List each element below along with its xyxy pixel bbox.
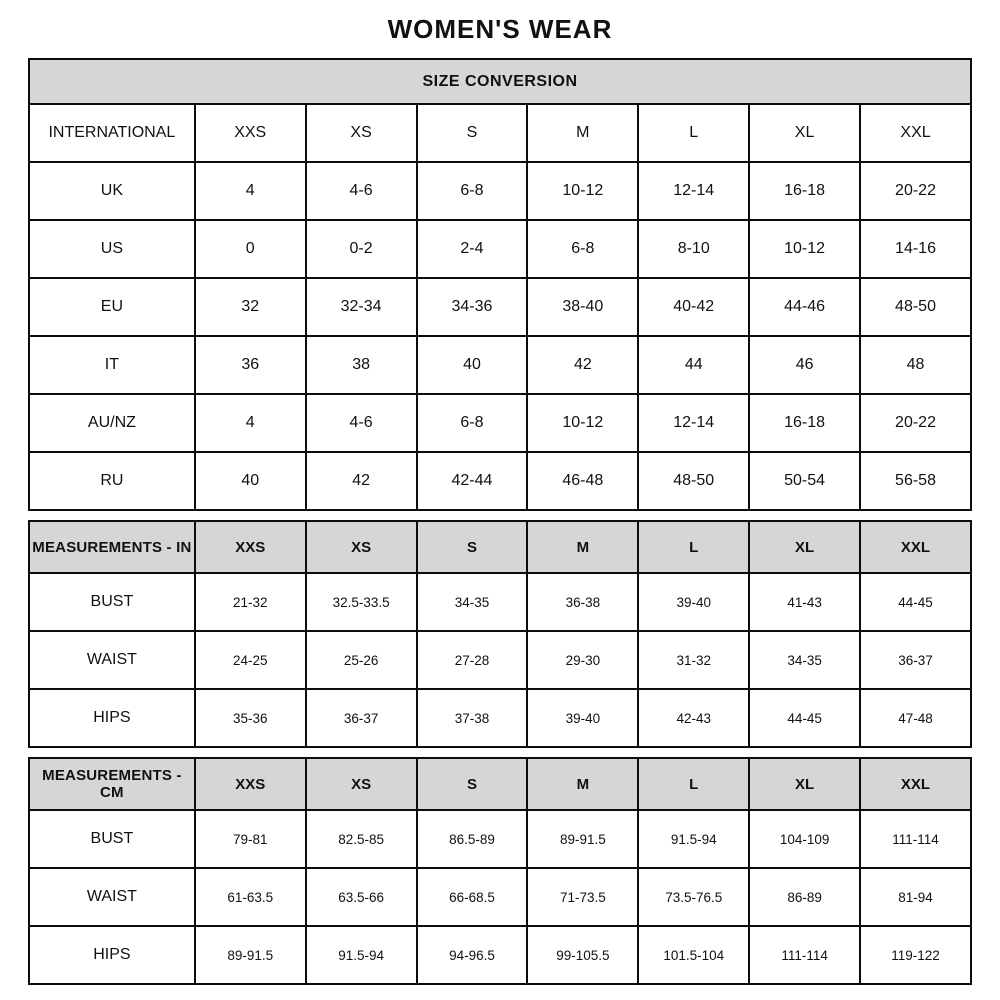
data-cell: 38-40 bbox=[527, 278, 638, 336]
column-header-cell: S bbox=[417, 104, 528, 162]
table-title-cell: MEASUREMENTS - CM bbox=[29, 758, 195, 810]
column-header-cell: S bbox=[417, 521, 528, 573]
column-header-cell: XXL bbox=[860, 104, 971, 162]
data-cell: 34-35 bbox=[749, 631, 860, 689]
data-cell: 32.5-33.5 bbox=[306, 573, 417, 631]
data-cell: 20-22 bbox=[860, 162, 971, 220]
measurements-in-header-row bbox=[29, 521, 971, 573]
measurements-cm-table bbox=[28, 757, 972, 985]
size-conversion-header-row bbox=[29, 59, 971, 104]
column-header-cell: M bbox=[527, 104, 638, 162]
size-conversion-columns-row bbox=[29, 104, 971, 162]
row-label-cell: BUST bbox=[29, 810, 195, 868]
row-label-cell: BUST bbox=[29, 573, 195, 631]
data-cell: 6-8 bbox=[417, 394, 528, 452]
data-cell: 4-6 bbox=[306, 394, 417, 452]
data-cell: 4 bbox=[195, 162, 306, 220]
data-cell: 50-54 bbox=[749, 452, 860, 510]
data-cell: 14-16 bbox=[860, 220, 971, 278]
data-cell: 16-18 bbox=[749, 162, 860, 220]
table-row-ru bbox=[29, 452, 971, 510]
data-cell: 86.5-89 bbox=[417, 810, 528, 868]
column-header-cell: XL bbox=[749, 104, 860, 162]
row-label-cell: HIPS bbox=[29, 689, 195, 747]
data-cell: 39-40 bbox=[527, 689, 638, 747]
column-header-cell: L bbox=[638, 104, 749, 162]
data-cell: 44-45 bbox=[860, 573, 971, 631]
data-cell: 91.5-94 bbox=[306, 926, 417, 984]
table-row-hips-cm bbox=[29, 926, 971, 984]
table-row-bust-cm bbox=[29, 810, 971, 868]
data-cell: 46-48 bbox=[527, 452, 638, 510]
data-cell: 37-38 bbox=[417, 689, 528, 747]
data-cell: 36-38 bbox=[527, 573, 638, 631]
measurements-cm-header-row bbox=[29, 758, 971, 810]
data-cell: 32 bbox=[195, 278, 306, 336]
data-cell: 99-105.5 bbox=[527, 926, 638, 984]
table-row-aunz bbox=[29, 394, 971, 452]
data-cell: 48-50 bbox=[860, 278, 971, 336]
data-cell: 39-40 bbox=[638, 573, 749, 631]
data-cell: 71-73.5 bbox=[527, 868, 638, 926]
row-label-cell: UK bbox=[29, 162, 195, 220]
table-row-hips-in bbox=[29, 689, 971, 747]
table-row-us bbox=[29, 220, 971, 278]
table-row-uk bbox=[29, 162, 971, 220]
page-title: WOMEN'S WEAR bbox=[387, 14, 613, 44]
row-label-cell: HIPS bbox=[29, 926, 195, 984]
data-cell: 44-46 bbox=[749, 278, 860, 336]
data-cell: 61-63.5 bbox=[195, 868, 306, 926]
column-header-cell: INTERNATIONAL bbox=[29, 104, 195, 162]
data-cell: 89-91.5 bbox=[195, 926, 306, 984]
data-cell: 4 bbox=[195, 394, 306, 452]
data-cell: 56-58 bbox=[860, 452, 971, 510]
row-label-cell: US bbox=[29, 220, 195, 278]
data-cell: 29-30 bbox=[527, 631, 638, 689]
data-cell: 46 bbox=[749, 336, 860, 394]
data-cell: 66-68.5 bbox=[417, 868, 528, 926]
data-cell: 89-91.5 bbox=[527, 810, 638, 868]
data-cell: 119-122 bbox=[860, 926, 971, 984]
column-header-cell: XS bbox=[306, 104, 417, 162]
data-cell: 38 bbox=[306, 336, 417, 394]
data-cell: 4-6 bbox=[306, 162, 417, 220]
data-cell: 27-28 bbox=[417, 631, 528, 689]
size-conversion-title: SIZE CONVERSION bbox=[29, 59, 971, 104]
data-cell: 40-42 bbox=[638, 278, 749, 336]
size-conversion-table bbox=[28, 58, 972, 511]
data-cell: 41-43 bbox=[749, 573, 860, 631]
column-header-cell: XXS bbox=[195, 521, 306, 573]
column-header-cell: S bbox=[417, 758, 528, 810]
row-label-cell: WAIST bbox=[29, 868, 195, 926]
data-cell: 32-34 bbox=[306, 278, 417, 336]
data-cell: 35-36 bbox=[195, 689, 306, 747]
data-cell: 42-43 bbox=[638, 689, 749, 747]
column-header-cell: XXS bbox=[195, 758, 306, 810]
row-label-cell: WAIST bbox=[29, 631, 195, 689]
data-cell: 48-50 bbox=[638, 452, 749, 510]
data-cell: 79-81 bbox=[195, 810, 306, 868]
data-cell: 34-36 bbox=[417, 278, 528, 336]
data-cell: 36-37 bbox=[306, 689, 417, 747]
column-header-cell: XXS bbox=[195, 104, 306, 162]
column-header-cell: M bbox=[527, 521, 638, 573]
data-cell: 44 bbox=[638, 336, 749, 394]
data-cell: 44-45 bbox=[749, 689, 860, 747]
data-cell: 42 bbox=[306, 452, 417, 510]
data-cell: 42 bbox=[527, 336, 638, 394]
data-cell: 10-12 bbox=[527, 162, 638, 220]
data-cell: 42-44 bbox=[417, 452, 528, 510]
data-cell: 0 bbox=[195, 220, 306, 278]
table-row-waist-in bbox=[29, 631, 971, 689]
data-cell: 82.5-85 bbox=[306, 810, 417, 868]
data-cell: 2-4 bbox=[417, 220, 528, 278]
row-label-cell: AU/NZ bbox=[29, 394, 195, 452]
data-cell: 0-2 bbox=[306, 220, 417, 278]
data-cell: 24-25 bbox=[195, 631, 306, 689]
column-header-cell: L bbox=[638, 521, 749, 573]
data-cell: 91.5-94 bbox=[638, 810, 749, 868]
data-cell: 6-8 bbox=[527, 220, 638, 278]
data-cell: 8-10 bbox=[638, 220, 749, 278]
table-row-eu bbox=[29, 278, 971, 336]
table-row-it bbox=[29, 336, 971, 394]
data-cell: 10-12 bbox=[749, 220, 860, 278]
data-cell: 101.5-104 bbox=[638, 926, 749, 984]
data-cell: 10-12 bbox=[527, 394, 638, 452]
data-cell: 16-18 bbox=[749, 394, 860, 452]
data-cell: 34-35 bbox=[417, 573, 528, 631]
column-header-cell: M bbox=[527, 758, 638, 810]
data-cell: 94-96.5 bbox=[417, 926, 528, 984]
data-cell: 6-8 bbox=[417, 162, 528, 220]
column-header-cell: XL bbox=[749, 758, 860, 810]
row-label-cell: EU bbox=[29, 278, 195, 336]
measurements-in-table bbox=[28, 520, 972, 748]
row-label-cell: RU bbox=[29, 452, 195, 510]
data-cell: 40 bbox=[417, 336, 528, 394]
data-cell: 36-37 bbox=[860, 631, 971, 689]
data-cell: 12-14 bbox=[638, 162, 749, 220]
table-row-waist-cm bbox=[29, 868, 971, 926]
data-cell: 21-32 bbox=[195, 573, 306, 631]
column-header-cell: XL bbox=[749, 521, 860, 573]
column-header-cell: XS bbox=[306, 521, 417, 573]
data-cell: 31-32 bbox=[638, 631, 749, 689]
data-cell: 111-114 bbox=[860, 810, 971, 868]
data-cell: 111-114 bbox=[749, 926, 860, 984]
data-cell: 63.5-66 bbox=[306, 868, 417, 926]
row-label-cell: IT bbox=[29, 336, 195, 394]
data-cell: 104-109 bbox=[749, 810, 860, 868]
data-cell: 36 bbox=[195, 336, 306, 394]
data-cell: 48 bbox=[860, 336, 971, 394]
column-header-cell: XXL bbox=[860, 521, 971, 573]
data-cell: 40 bbox=[195, 452, 306, 510]
column-header-cell: XS bbox=[306, 758, 417, 810]
data-cell: 81-94 bbox=[860, 868, 971, 926]
data-cell: 73.5-76.5 bbox=[638, 868, 749, 926]
table-row-bust-in bbox=[29, 573, 971, 631]
column-header-cell: L bbox=[638, 758, 749, 810]
data-cell: 47-48 bbox=[860, 689, 971, 747]
data-cell: 86-89 bbox=[749, 868, 860, 926]
data-cell: 12-14 bbox=[638, 394, 749, 452]
table-title-cell: MEASUREMENTS - IN bbox=[29, 521, 195, 573]
data-cell: 25-26 bbox=[306, 631, 417, 689]
data-cell: 20-22 bbox=[860, 394, 971, 452]
column-header-cell: XXL bbox=[860, 758, 971, 810]
